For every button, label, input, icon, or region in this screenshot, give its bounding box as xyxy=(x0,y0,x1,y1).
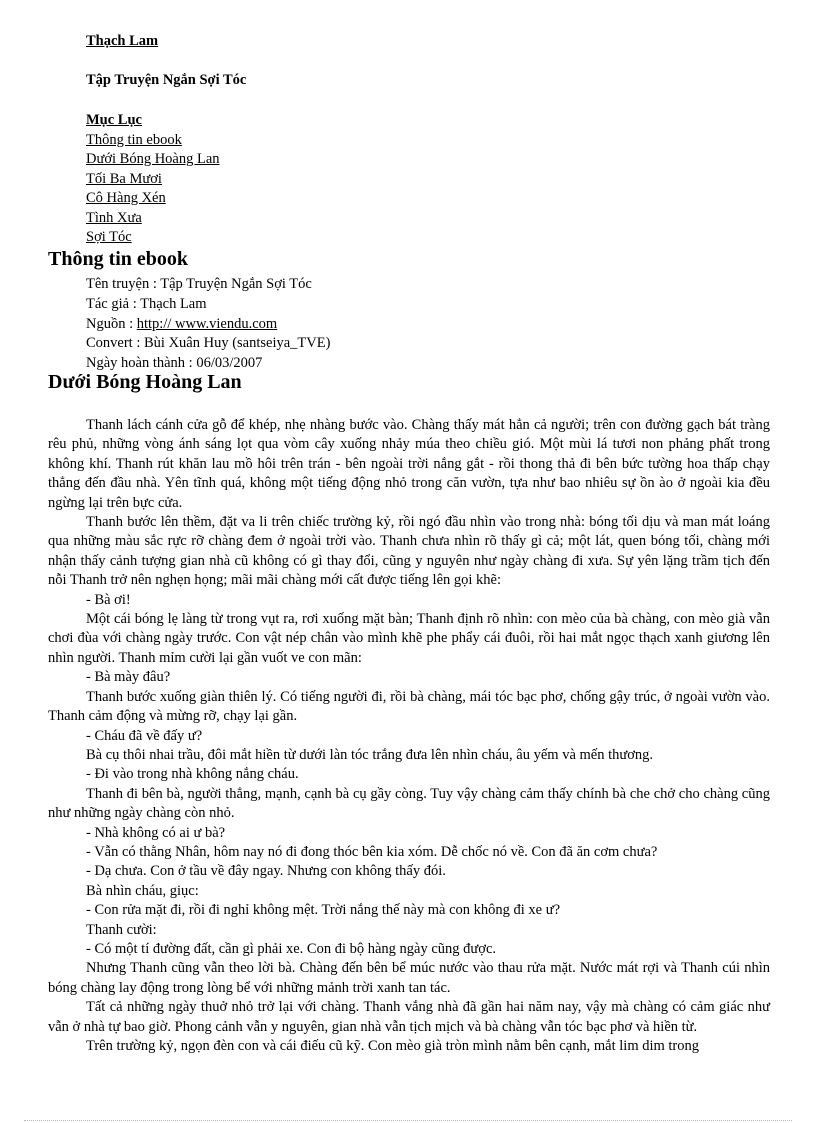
story-heading: Dưới Bóng Hoàng Lan xyxy=(48,371,242,393)
info-source-link[interactable]: http:// www.viendu.com xyxy=(136,315,278,332)
toc-link-toi-ba-muoi[interactable]: Tối Ba Mươi xyxy=(86,170,162,187)
story-paragraph: Bà cụ thôi nhai trầu, đôi mắt hiền từ dưới làn tóc trắng đưa lên nhìn cháu, âu yếm và mến thương. xyxy=(86,746,654,763)
info-heading: Thông tin ebook xyxy=(48,248,189,270)
toc-link-tinh-xua[interactable]: Tình Xưa xyxy=(86,209,142,226)
toc-link-thong-tin-ebook[interactable]: Thông tin ebook xyxy=(86,131,182,148)
story-dialogue: - Con rửa mặt đi, rồi đi nghỉ không mệt. Trời nắng thế này mà con không đi xe ư? xyxy=(86,902,561,919)
page-bottom-divider xyxy=(24,1120,792,1121)
story-dialogue: - Bà ơi! xyxy=(86,591,131,608)
toc-link-duoi-bong-hoang-lan[interactable]: Dưới Bóng Hoàng Lan xyxy=(86,151,220,167)
story-dialogue: - Dạ chưa. Con ở tầu về đây ngay. Nhưng con không thấy đói. xyxy=(86,863,446,880)
info-source xyxy=(86,315,330,335)
info-story-name: Tên truyện : Tập Truyện Ngắn Sợi Tóc xyxy=(86,276,312,292)
story-paragraph: Nhưng Thanh cũng vẫn theo lời bà. Chàng đến bên bể múc nước vào thau rửa mặt. Nước mát rợi và Thanh cúi nhìn bóng chàng lay động trong lòng bể với những mảnh trời xanh tan tác. xyxy=(48,960,770,996)
story-paragraph: Trên trường kỷ, ngọn đèn con và cái điếu cũ kỹ. Con mèo già tròn mình nằm bên cạnh, mắt lim dim trong xyxy=(86,1038,700,1054)
story-paragraph: Thanh lách cánh cửa gỗ để khép, nhẹ nhàng bước vào. Chàng thấy mát hẳn cả người; trên con đường gạch bát tràng rêu phủ, những vòng ánh sáng lọt qua vòm cây xuống nhảy múa theo chiều gió. Một mùi lá tươi non phảng phất trong không khí. Thanh rút khăn lau mồ hôi trên trán - bên ngoài trời nắng gắt - rồi thong thả đi bên bức tường hoa thấp chạy thẳng đến đầu nhà. Yên tĩnh quá, không một tiếng động nhỏ trong căn vườn, tựa như bao nhiêu sự ồn ào ở ngoài kia đều ngừng lại trên bực cửa. xyxy=(48,417,770,511)
toc-link-co-hang-xen[interactable]: Cô Hàng Xén xyxy=(86,190,166,206)
toc-title: Mục Lục xyxy=(86,112,142,128)
ebook-info xyxy=(86,275,330,374)
info-date: Ngày hoàn thành : 06/03/2007 xyxy=(86,355,263,372)
story-paragraph: Thanh cười: xyxy=(86,921,157,938)
story-paragraph: Thanh bước lên thềm, đặt va li trên chiếc trường kỷ, rồi ngó đầu nhìn vào trong nhà: bóng tối dịu và man mát loáng qua những màu sắc rực rỡ chàng đem ở ngoài trời vào. Thanh chưa nhìn rõ thấy gì cả; một lát, quen bóng tối, chàng mới nhận thấy cảnh tượng gian nhà cũ không có gì thay đổi, cũng y nguyên như ngày chàng đi xưa. Sự yên lặng trầm tịch đến nỗi Thanh trở nên nghẹn họng; mãi mãi chàng mới cất được tiếng lên gọi khẽ: xyxy=(48,514,770,589)
info-source-prefix: Nguồn : xyxy=(86,315,137,332)
story-paragraph: Tất cả những ngày thuở nhỏ trở lại với chàng. Thanh vắng nhà đã gần hai năm nay, vậy mà chàng có cảm giác như vẫn ở nhà tự bao giờ. Phong cảnh vẫn y nguyên, gian nhà vẫn tịch mịch và bà chàng vẫn tóc bạc phơ và hiền từ. xyxy=(48,999,770,1035)
story-dialogue: - Vẫn có thằng Nhân, hôm nay nó đi đong thóc bên kia xóm. Dễ chốc nó về. Con đã ăn cơm chưa? xyxy=(86,843,658,860)
book-title: Tập Truyện Ngắn Sợi Tóc xyxy=(86,72,247,88)
info-author: Tác giả : Thạch Lam xyxy=(86,295,207,312)
story-dialogue: - Có một tí đường đất, cần gì phải xe. Con đi bộ hàng ngày cũng được. xyxy=(86,940,497,957)
info-convert: Convert : Bùi Xuân Huy (santseiya_TVE) xyxy=(86,335,331,352)
author-name: Thạch Lam xyxy=(86,33,159,49)
story-paragraph: Thanh đi bên bà, người thẳng, mạnh, cạnh bà cụ gầy còng. Tuy vậy chàng cảm thấy chính bà che chở cho chàng cũng như những ngày chàng còn nhỏ. xyxy=(48,785,770,822)
story-body xyxy=(48,416,770,1056)
table-of-contents xyxy=(86,111,220,248)
toc-link-soi-toc[interactable]: Sợi Tóc xyxy=(86,229,132,245)
story-paragraph: Thanh bước xuống giàn thiên lý. Có tiếng người đi, rồi bà chàng, mái tóc bạc phơ, chống gậy trúc, ở ngoài vườn vào. Thanh cảm động và mừng rỡ, chạy lại gần. xyxy=(48,688,770,725)
story-paragraph: Một cái bóng lẹ làng từ trong vụt ra, rơi xuống mặt bàn; Thanh định rõ nhìn: con mèo của bà chàng, con mèo già vẫn chơi đùa với chàng ngày trước. Con vật nép chân vào mình khẽ phe phẩy cái đuôi, rồi hai mắt ngọc thạch xanh giương lên nhìn người. Thanh mỉm cười lại gần vuốt ve con mãn: xyxy=(48,611,770,666)
story-dialogue: - Đi vào trong nhà không nắng cháu. xyxy=(86,766,299,783)
story-dialogue: - Bà mày đâu? xyxy=(86,669,171,686)
story-dialogue: - Nhà không có ai ư bà? xyxy=(86,824,226,841)
story-paragraph: Bà nhìn cháu, giục: xyxy=(86,882,199,899)
story-dialogue: - Cháu đã về đấy ư? xyxy=(86,727,203,744)
